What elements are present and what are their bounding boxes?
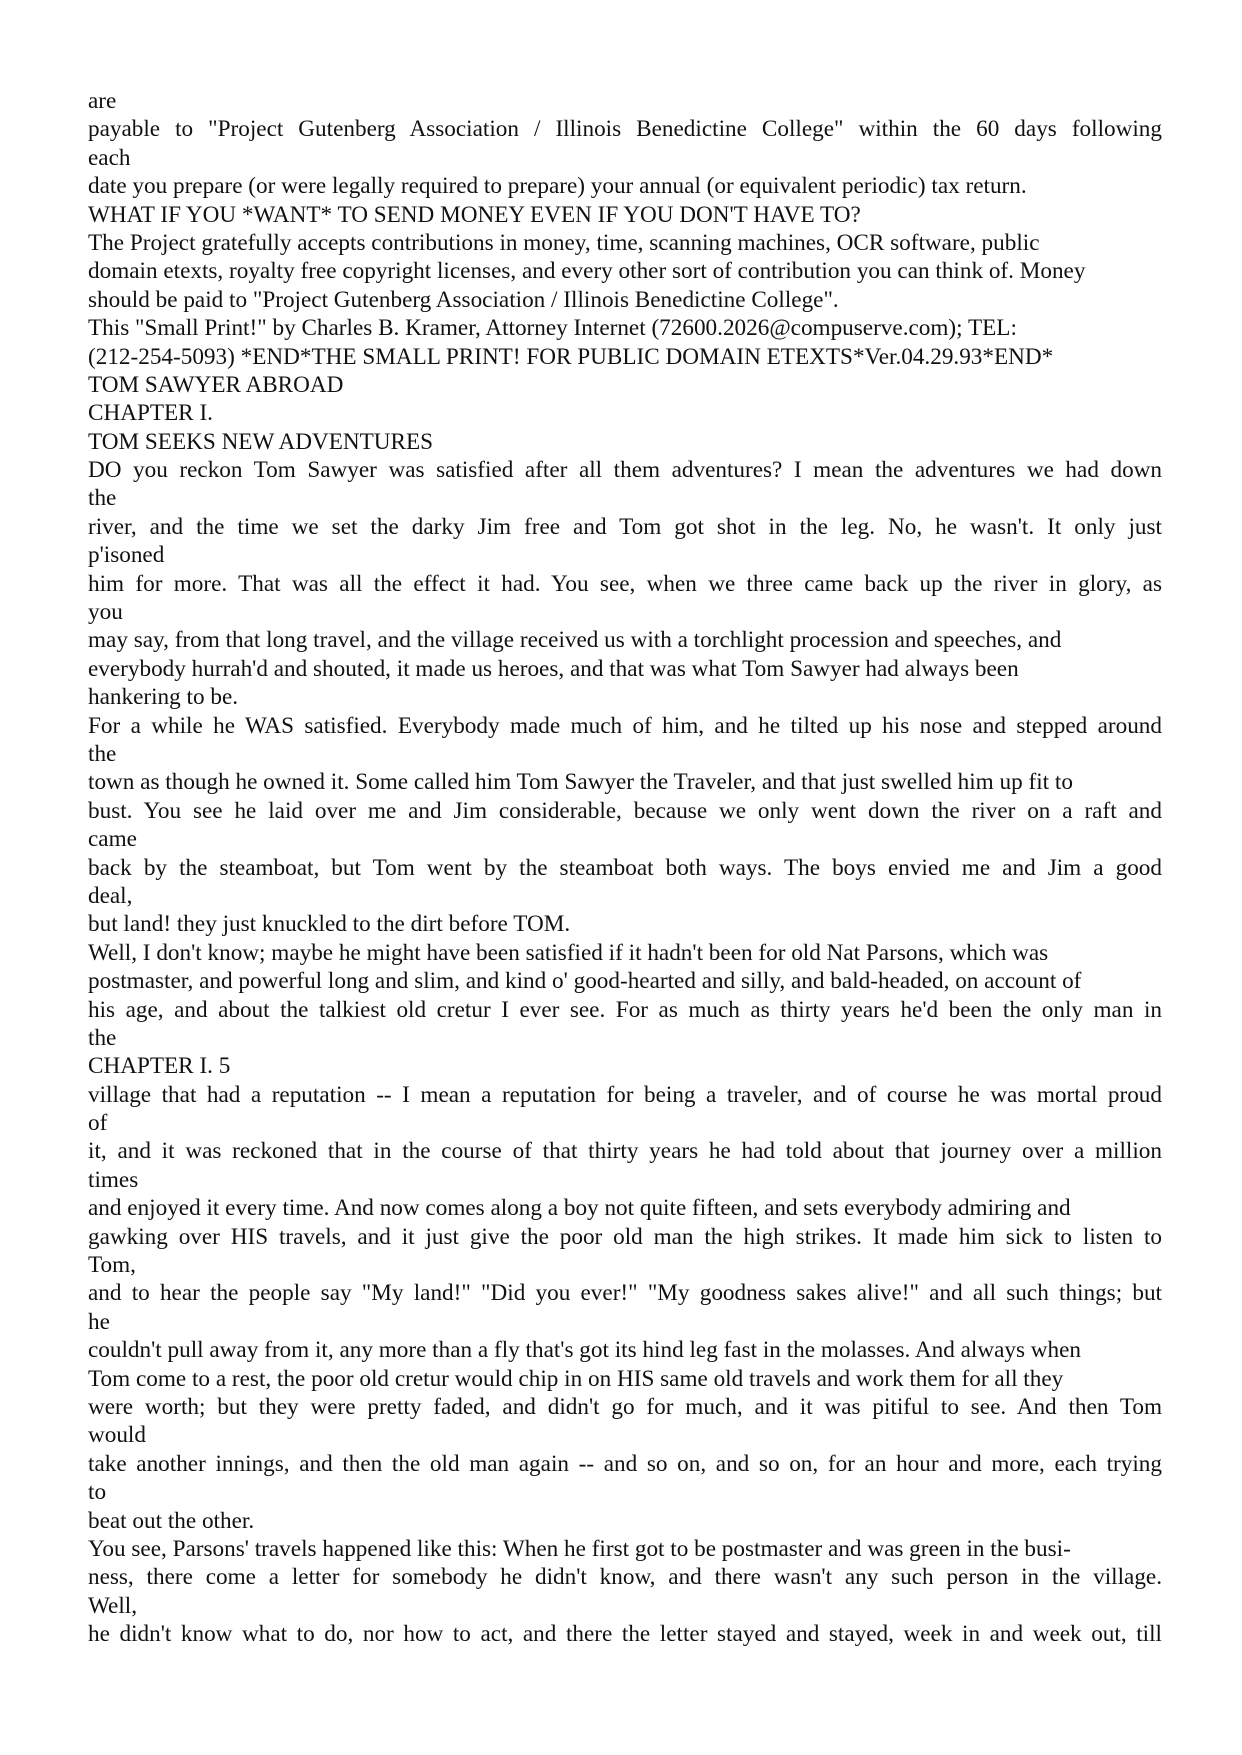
text-line: may say, from that long travel, and the village received us with a torchlight procession and speeches, and (88, 627, 1062, 654)
text-line: everybody hurrah'd and shouted, it made us heroes, and that was what Tom Sawyer had always been (88, 655, 1019, 682)
text-line: came (88, 826, 137, 853)
text-line: were worth; but they were pretty faded, and didn't go for much, and it was pitiful to see. And then Tom (88, 1393, 1162, 1420)
text-line: village that had a reputation -- I mean a reputation for being a traveler, and of course he was mortal proud (88, 1081, 1162, 1108)
text-line: TOM SAWYER ABROAD (88, 371, 344, 398)
text-line: p'isoned (88, 542, 165, 569)
text-line: You see, Parsons' travels happened like this: When he first got to be postmaster and was green in the busi- (88, 1535, 1071, 1562)
text-line: and enjoyed it every time. And now comes along a boy not quite fifteen, and sets everybody admiring and (88, 1195, 1071, 1222)
text-line: and to hear the people say "My land!" "Did you ever!" "My goodness sakes alive!" and all such things; but (88, 1280, 1162, 1307)
text-line: his age, and about the talkiest old cretur I ever see. For as much as thirty years he'd been the only man in (88, 996, 1162, 1023)
text-line: WHAT IF YOU *WANT* TO SEND MONEY EVEN IF YOU DON'T HAVE TO? (88, 201, 861, 228)
text-line: bust. You see he laid over me and Jim considerable, because we only went down the river on a raft and (88, 797, 1162, 824)
text-line: river, and the time we set the darky Jim free and Tom got shot in the leg. No, he wasn't. It only just (88, 513, 1162, 540)
text-line: but land! they just knuckled to the dirt before TOM. (88, 911, 571, 938)
text-line: it, and it was reckoned that in the course of that thirty years he had told about that journey over a million (88, 1138, 1162, 1165)
text-line: take another innings, and then the old man again -- and so on, and so on, for an hour and more, each trying (88, 1450, 1162, 1477)
text-line: This "Small Print!" by Charles B. Kramer, Attorney Internet (72600.2026@compuserve.com); TEL: (88, 315, 1017, 342)
text-line: hankering to be. (88, 684, 239, 711)
text-line: date you prepare (or were legally required to prepare) your annual (or equivalent periodic) tax return. (88, 173, 1027, 200)
text-line: (212-254-5093) *END*THE SMALL PRINT! FOR PUBLIC DOMAIN ETEXTS*Ver.04.29.93*END* (88, 343, 1054, 370)
text-line: For a while he WAS satisfied. Everybody made much of him, and he tilted up his nose and stepped around (88, 712, 1162, 739)
text-line: the (88, 485, 117, 512)
text-line: CHAPTER I. (88, 400, 213, 427)
text-line: Well, I don't know; maybe he might have been satisfied if it hadn't been for old Nat Parsons, which was (88, 939, 1049, 966)
text-line: domain etexts, royalty free copyright licenses, and every other sort of contribution you can think of. Money (88, 258, 1086, 285)
text-line: times (88, 1166, 139, 1193)
text-line: payable to "Project Gutenberg Association / Illinois Benedictine College" within the 60 days following (88, 116, 1162, 143)
text-line: ness, there come a letter for somebody he didn't know, and there wasn't any such person in the village. (88, 1564, 1162, 1591)
text-line: he didn't know what to do, nor how to act, and there the letter stayed and stayed, week in and week out, till (88, 1621, 1162, 1648)
text-line: beat out the other. (88, 1507, 255, 1534)
text-line: of (88, 1110, 108, 1137)
text-line: The Project gratefully accepts contributions in money, time, scanning machines, OCR software, public (88, 229, 1040, 256)
text-line: each (88, 144, 131, 171)
text-line: you (88, 599, 123, 626)
text-line: the (88, 1024, 117, 1051)
text-line: DO you reckon Tom Sawyer was satisfied after all them adventures? I mean the adventures we had down (88, 457, 1162, 484)
text-line: TOM SEEKS NEW ADVENTURES (88, 428, 434, 455)
text-line: town as though he owned it. Some called him Tom Sawyer the Traveler, and that just swelled him up fit to (88, 769, 1073, 796)
document-page (88, 87, 1162, 1648)
text-line: back by the steamboat, but Tom went by the steamboat both ways. The boys envied me and Jim a good (88, 854, 1162, 881)
text-line: to (88, 1479, 107, 1506)
text-line: the (88, 740, 117, 767)
text-line: CHAPTER I. 5 (88, 1053, 231, 1080)
text-line: Tom, (88, 1252, 136, 1279)
text-line: gawking over HIS travels, and it just give the poor old man the high strikes. It made him sick to listen to (88, 1223, 1162, 1250)
text-line: are (88, 88, 117, 114)
text-line: Tom come to a rest, the poor old cretur would chip in on HIS same old travels and work them for all they (88, 1365, 1064, 1392)
text-line: Well, (88, 1592, 138, 1619)
text-line: him for more. That was all the effect it had. You see, when we three came back up the river in glory, as (88, 570, 1162, 597)
text-line: should be paid to "Project Gutenberg Association / Illinois Benedictine College". (88, 286, 839, 313)
text-line: deal, (88, 882, 133, 909)
text-line: would (88, 1422, 146, 1449)
text-line: he (88, 1308, 110, 1335)
text-line: postmaster, and powerful long and slim, and kind o' good-hearted and silly, and bald-headed, on account of (88, 968, 1082, 995)
text-line: couldn't pull away from it, any more than a fly that's got its hind leg fast in the molasses. And always when (88, 1337, 1081, 1364)
